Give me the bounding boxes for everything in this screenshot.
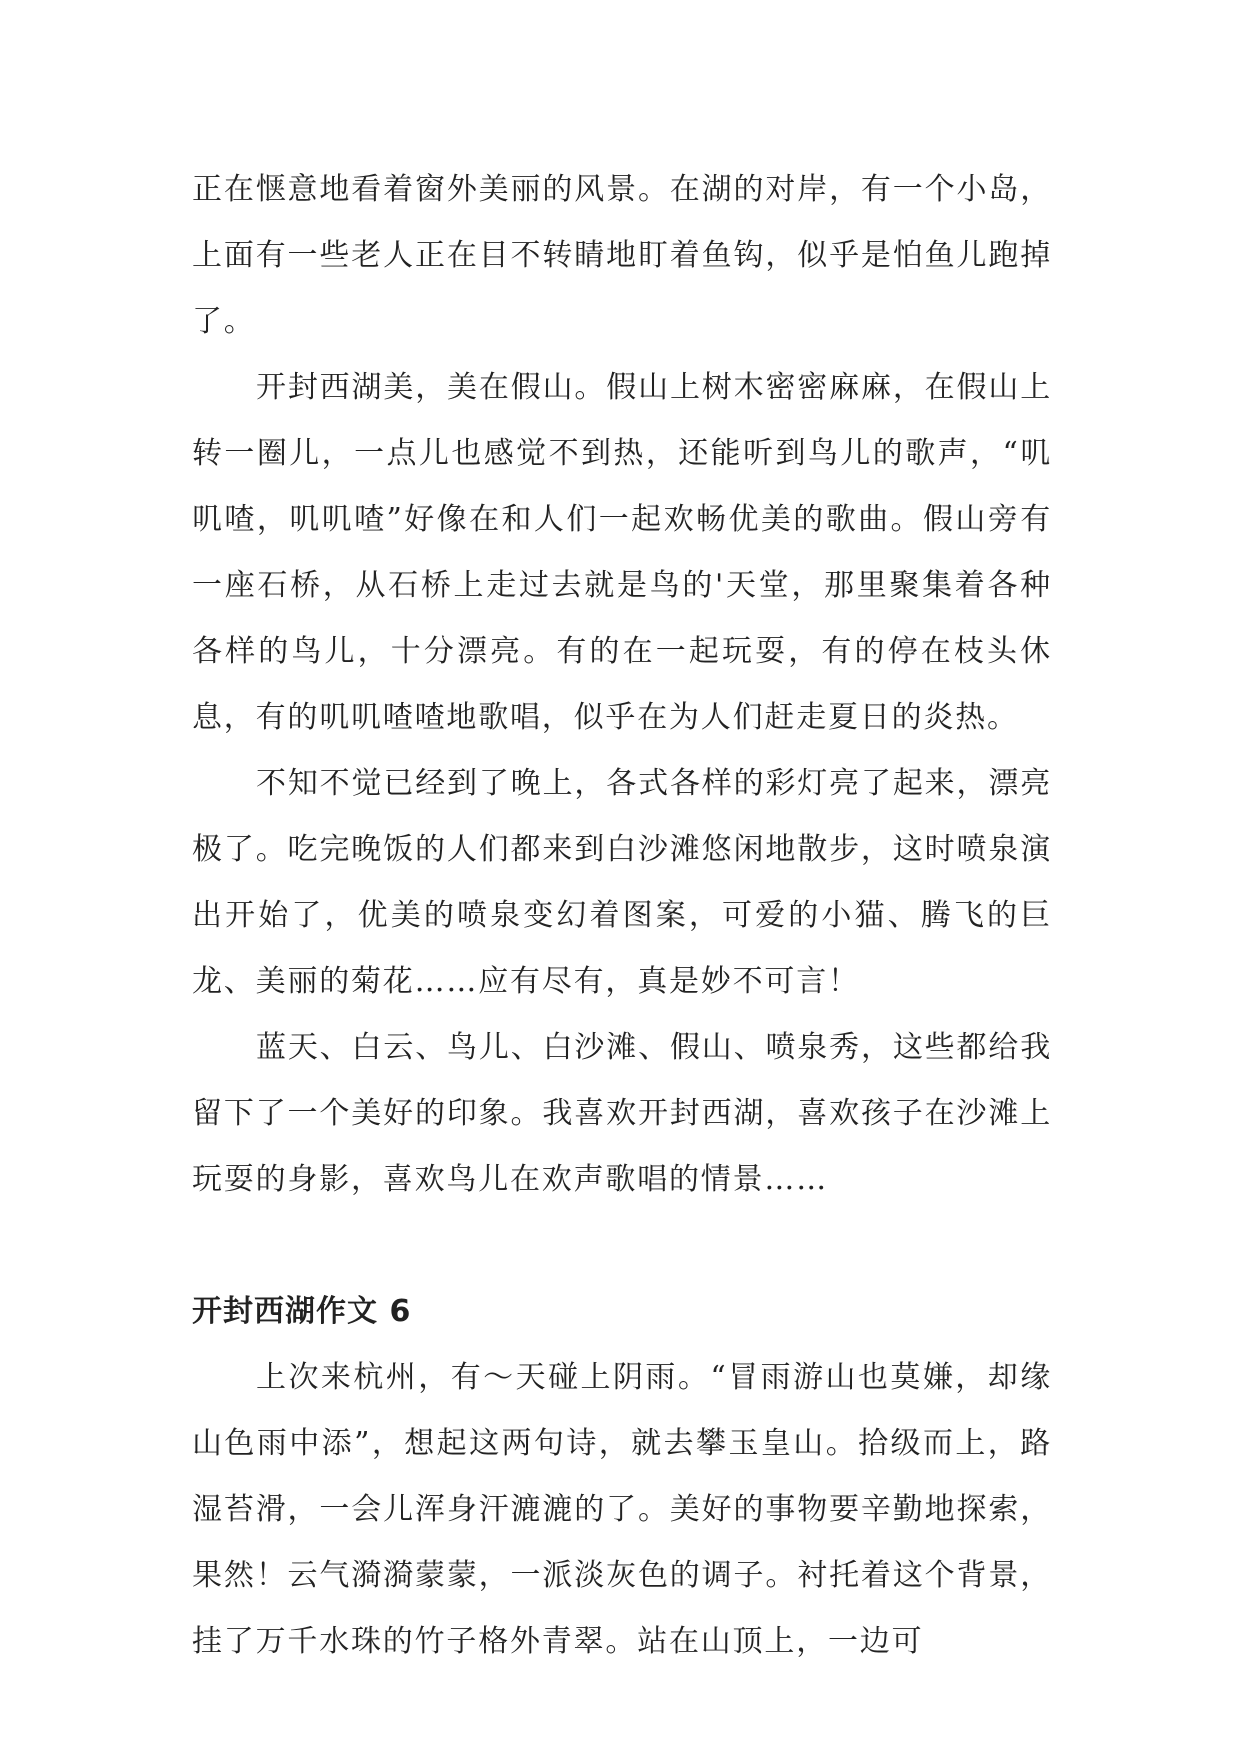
document-body (192, 157, 1052, 1675)
paragraph-rockery: 开封西湖美，美在假山。假山上树木密密麻麻，在假山上转一圈儿，一点儿也感觉不到热，还能听到鸟儿的歌声，“叽叽喳，叽叽喳”好像在和人们一起欢畅优美的歌曲。假山旁有一座石桥，从石桥上走过去就是鸟的'天堂，那里聚集着各种各样的鸟儿，十分漂亮。有的在一起玩耍，有的停在枝头休息，有的叽叽喳喳地歌唱，似乎在为人们赶走夏日的炎热。 (192, 370, 1052, 735)
section-heading: 开封西湖作文 6 (192, 1294, 412, 1329)
paragraph-conclusion: 蓝天、白云、鸟儿、白沙滩、假山、喷泉秀，这些都给我留下了一个美好的印象。我喜欢开封西湖，喜欢孩子在沙滩上玩耍的身影，喜欢鸟儿在欢声歌唱的情景…… (192, 1030, 1052, 1197)
paragraph-evening-fountain: 不知不觉已经到了晚上，各式各样的彩灯亮了起来，漂亮极了。吃完晚饭的人们都来到白沙滩悠闲地散步，这时喷泉演出开始了，优美的喷泉变幻着图案，可爱的小猫、腾飞的巨龙、美丽的菊花……应有尽有，真是妙不可言！ (192, 766, 1052, 999)
paragraph-hangzhou: 上次来杭州，有～天碰上阴雨。“冒雨游山也莫嫌，却缘山色雨中添”，想起这两句诗，就去攀玉皇山。拾级而上，路湿苔滑，一会儿浑身汗漉漉的了。美好的事物要辛勤地探索，果然！云气漪漪蒙蒙，一派淡灰色的调子。衬托着这个背景，挂了万千水珠的竹子格外青翠。站在山顶上，一边可 (192, 1360, 1052, 1659)
paragraph-continued: 正在惬意地看着窗外美丽的风景。在湖的对岸，有一个小岛，上面有一些老人正在目不转睛地盯着鱼钩，似乎是怕鱼儿跑掉了。 (192, 172, 1052, 339)
